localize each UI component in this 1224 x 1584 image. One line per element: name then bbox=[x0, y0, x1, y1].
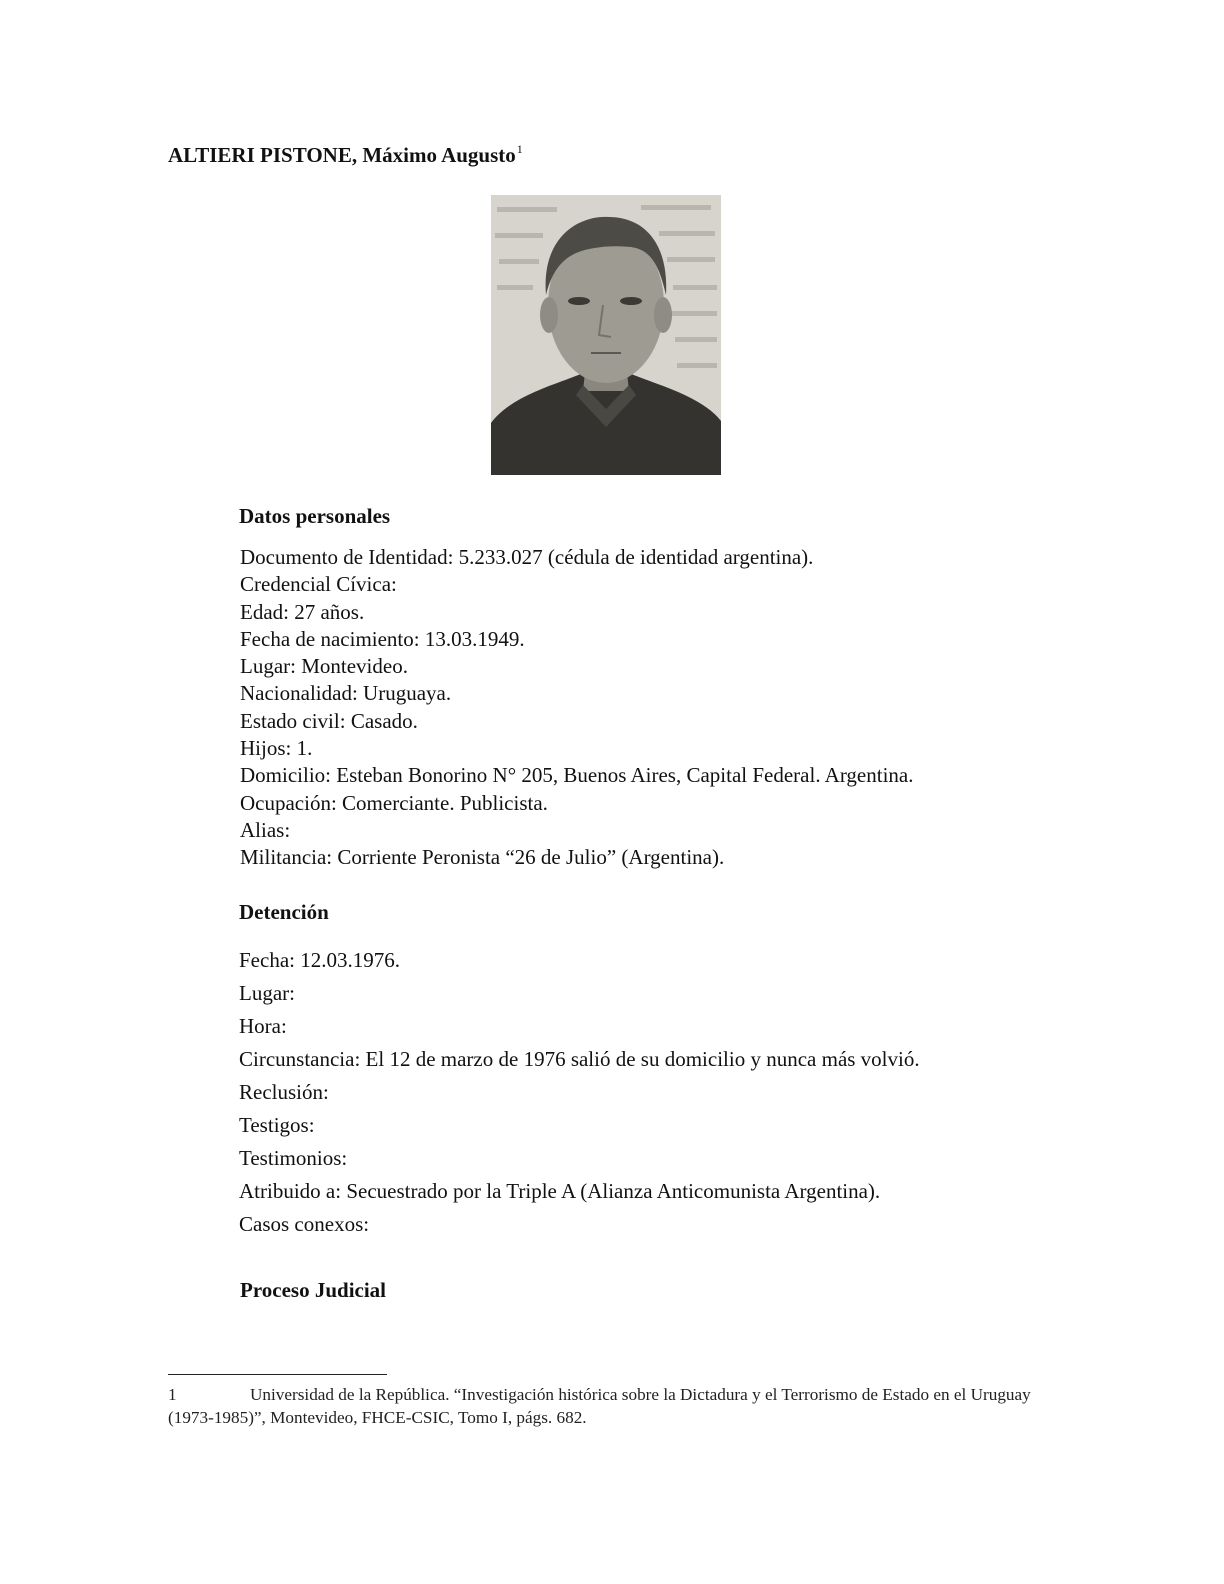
section-heading-judicial: Proceso Judicial bbox=[240, 1278, 387, 1302]
list-item: Nacionalidad: Uruguaya. bbox=[240, 681, 452, 706]
person-name: ALTIERI PISTONE, Máximo Augusto bbox=[168, 143, 516, 167]
list-item: Lugar: bbox=[239, 981, 295, 1005]
list-item: Militancia: Corriente Peronista “26 de Julio” (Argentina). bbox=[240, 845, 725, 870]
list-item: Edad: 27 años. bbox=[240, 599, 365, 624]
section-heading-personal: Datos personales bbox=[239, 504, 391, 528]
footnote-ref: 1 bbox=[516, 142, 523, 156]
list-item: Testimonios: bbox=[239, 1146, 348, 1170]
list-item: Ocupación: Comerciante. Publicista. bbox=[240, 790, 548, 815]
footnote-number: 1 bbox=[168, 1385, 177, 1404]
list-item: Hijos: 1. bbox=[240, 736, 313, 761]
list-item: Lugar: Montevideo. bbox=[240, 654, 408, 679]
list-item: Credencial Cívica: bbox=[240, 572, 397, 597]
footnote bbox=[168, 1383, 1048, 1429]
personal-data-list bbox=[240, 544, 914, 872]
list-item: Hora: bbox=[239, 1014, 287, 1038]
section-heading-detention: Detención bbox=[239, 900, 329, 924]
list-item: Testigos: bbox=[239, 1113, 315, 1137]
detention-data-list bbox=[239, 944, 920, 1241]
list-item: Domicilio: Esteban Bonorino N° 205, Buenos Aires, Capital Federal. Argentina. bbox=[240, 763, 914, 788]
list-item: Casos conexos: bbox=[239, 1212, 370, 1236]
list-item: Documento de Identidad: 5.233.027 (cédula de identidad argentina). bbox=[240, 545, 814, 569]
list-item: Estado civil: Casado. bbox=[240, 708, 418, 733]
portrait-photo bbox=[491, 195, 721, 475]
list-item: Atribuido a: Secuestrado por la Triple A (Alianza Anticomunista Argentina). bbox=[239, 1179, 881, 1203]
list-item: Fecha: 12.03.1976. bbox=[239, 948, 400, 972]
page-title bbox=[168, 142, 523, 168]
list-item: Fecha de nacimiento: 13.03.1949. bbox=[240, 626, 525, 651]
footnote-divider bbox=[168, 1374, 387, 1375]
list-item: Alias: bbox=[240, 817, 291, 842]
footnote-text: Universidad de la República. “Investigación histórica sobre la Dictadura y el Terrorismo de Estado en el Uruguay (1973-1985)”, Montevideo, FHCE-CSIC, Tomo I, págs. 682. bbox=[168, 1385, 1031, 1427]
list-item: Reclusión: bbox=[239, 1080, 329, 1104]
list-item: Circunstancia: El 12 de marzo de 1976 salió de su domicilio y nunca más volvió. bbox=[239, 1047, 920, 1071]
